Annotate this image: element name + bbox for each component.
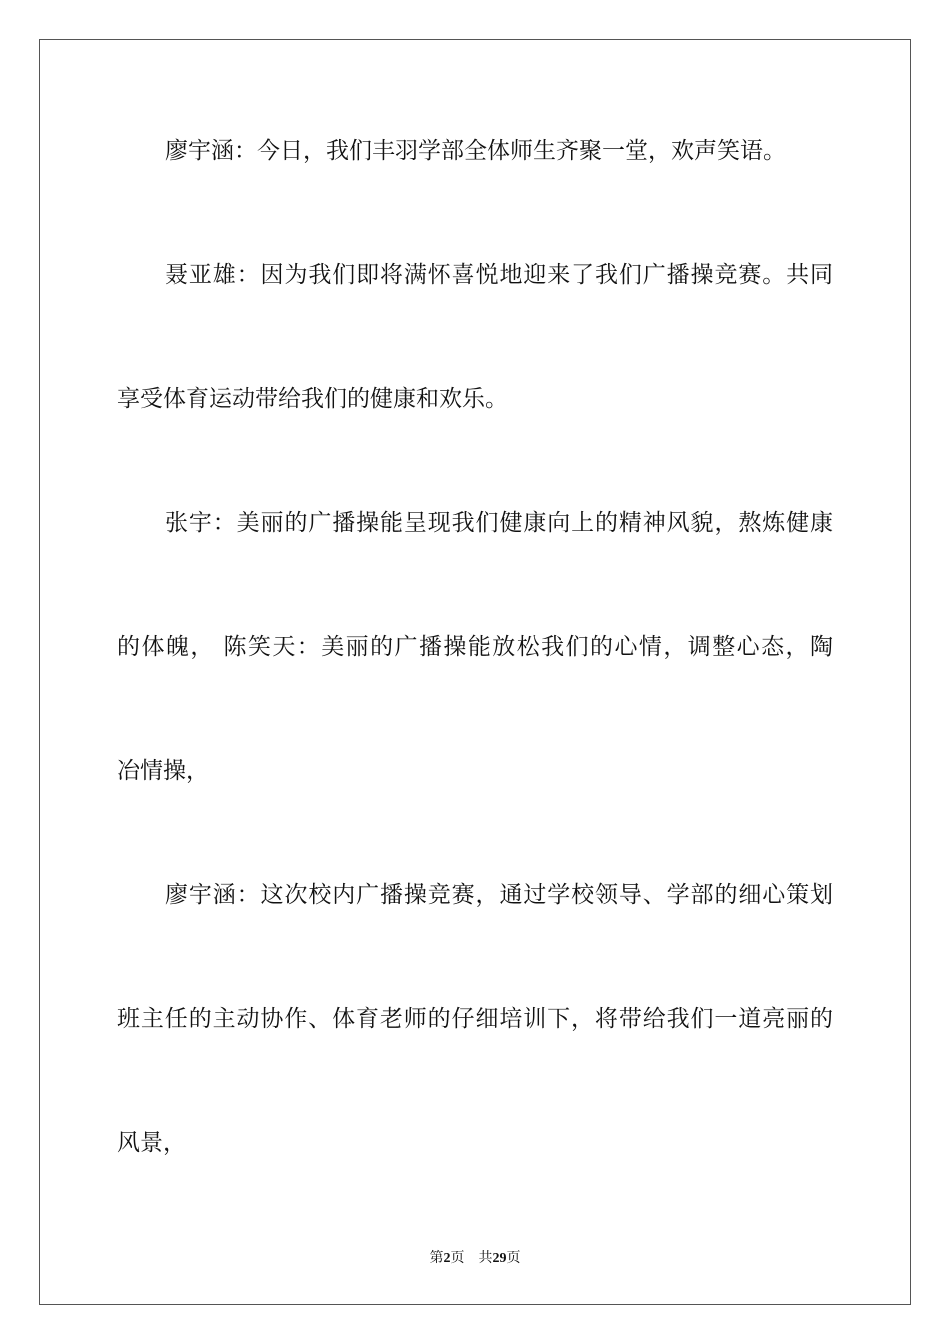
page-suffix: 页 bbox=[450, 1250, 465, 1266]
total-suffix: 页 bbox=[506, 1250, 521, 1266]
paragraph-3-line-2: 的体魄， 陈笑天：美丽的广播操能放松我们的心情，调整心态，陶 bbox=[117, 634, 833, 660]
page-border bbox=[39, 39, 911, 1305]
paragraph-4-line-2: 班主任的主动协作、体育老师的仔细培训下，将带给我们一道亮丽的 bbox=[117, 1006, 833, 1032]
page-footer bbox=[0, 1247, 950, 1267]
paragraph-2-line-2: 享受体育运动带给我们的健康和欢乐。 bbox=[117, 386, 508, 412]
paragraph-4-line-3: 风景， bbox=[117, 1130, 186, 1156]
page-number: 2 bbox=[443, 1251, 451, 1266]
total-prefix: 共 bbox=[478, 1250, 493, 1266]
paragraph-3-line-3: 冶情操， bbox=[117, 758, 209, 784]
page-prefix: 第 bbox=[429, 1250, 444, 1266]
total-pages: 29 bbox=[492, 1251, 507, 1266]
paragraph-2-line-1: 聂亚雄：因为我们即将满怀喜悦地迎来了我们广播操竞赛。共同 bbox=[165, 262, 833, 288]
paragraph-4-line-1: 廖宇涵：这次校内广播操竞赛，通过学校领导、学部的细心策划 bbox=[165, 882, 833, 908]
paragraph-3-line-1: 张宇：美丽的广播操能呈现我们健康向上的精神风貌，熬炼健康 bbox=[165, 510, 833, 536]
paragraph-1-line-1: 廖宇涵：今日，我们丰羽学部全体师生齐聚一堂，欢声笑语。 bbox=[165, 138, 786, 164]
